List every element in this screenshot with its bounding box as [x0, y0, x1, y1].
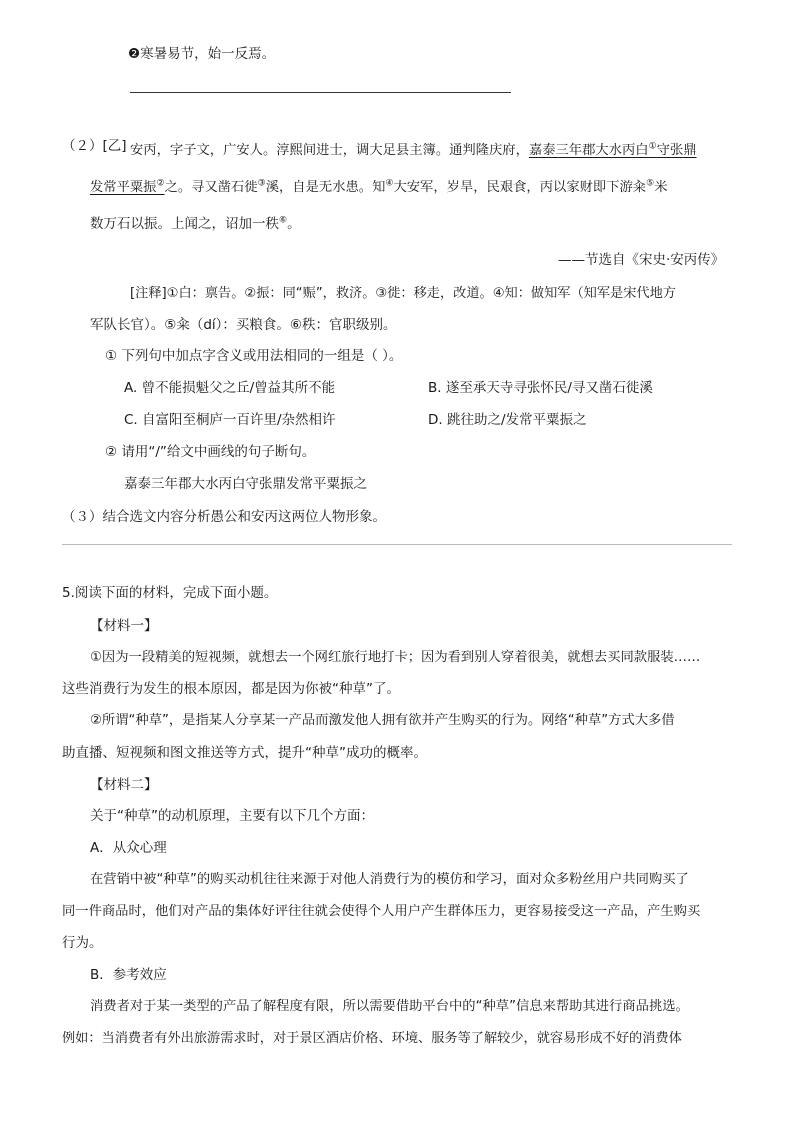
annotations-line-2: 军队长官）。⑤籴（dí）：买粮食。⑥秩：官职级别。: [90, 317, 397, 333]
underlined-sentence-part-1: 嘉泰三年郡大水丙白①守张鼎: [528, 141, 697, 158]
sub-question-2: ② 请用“/”给文中画线的句子断句。: [105, 444, 316, 460]
part-3-question: （３）结合选文内容分析愚公和安丙这两位人物形象。: [62, 509, 386, 525]
material-1-para-2-line-2: 助直播、短视频和图文推送等方式，提升“种草”成功的概率。: [62, 745, 427, 761]
material-1-para-1-line-1: ①因为一段精美的短视频，就想去一个网红旅行地打卡；因为看到别人穿着很美，就想去买同款服装……: [90, 650, 701, 665]
material-2-heading: 【材料二】: [90, 777, 158, 793]
passage-line-1: 安丙，字子文，广安人。淳熙间进士，调大足县主簿。通判隆庆府，嘉泰三年郡大水丙白①守张鼎: [130, 141, 697, 158]
passage-line-3: 数万石以振。上闻之，诏加一秩⑥。: [90, 215, 301, 232]
question-5-title: 5.阅读下面的材料，完成下面小题。: [62, 585, 278, 601]
option-d[interactable]: D. 跳往助之/发常平粟振之: [428, 412, 587, 428]
point-b-line-1: 消费者对于某一类型的产品了解程度有限，所以需要借助平台中的“种草”信息来帮助其进行商品挑选。: [90, 999, 689, 1014]
point-a-line-1: 在营销中被“种草”的购买动机往往来源于对他人消费行为的模仿和学习，面对众多粉丝用户共同购买了: [90, 872, 689, 887]
point-b-line-2: 例如：当消费者有外出旅游需求时，对于景区酒店价格、环境、服务等了解较少，就容易形成不好的消费体: [62, 1031, 682, 1046]
material-1-para-2-line-1: ②所谓“种草”，是指某人分享某一产品而激发他人拥有欲并产生购买的行为。网络“种草”方式大多借: [90, 713, 675, 728]
passage-line-2: 发常平粟振②之。寻又凿石徙③溪，自是无水患。知④大安军，岁旱，民艰食，丙以家财即下游籴⑤米: [90, 178, 668, 195]
answer-line: [130, 92, 511, 93]
section-divider: [62, 544, 732, 545]
passage-source: ——节选自《宋史·安丙传》: [558, 252, 725, 268]
option-c[interactable]: C. 自富阳至桐庐一百许里/杂然相许: [124, 412, 336, 428]
point-a-line-3: 行为。: [62, 935, 103, 951]
material-1-heading: 【材料一】: [90, 618, 158, 634]
annotations-line-1: [注释]①白：禀告。②振：同“赈”，救济。③徙：移走，改道。④知：做知军（知军是宋代地方: [130, 286, 676, 301]
option-b[interactable]: B. 遂至承天寺寻张怀民/寻又凿石徙溪: [428, 380, 653, 396]
sub-question-1: ① 下列句中加点字含义或用法相同的一组是（ ）。: [105, 348, 403, 364]
sentence-to-punctuate: 嘉泰三年郡大水丙白守张鼎发常平粟振之: [124, 476, 367, 492]
point-a-heading: A．从众心理: [90, 840, 167, 856]
point-a-line-2: 同一件商品时，他们对产品的集体好评往往就会使得个人用户产生群体压力，更容易接受这一产品，产生购买: [62, 904, 701, 919]
material-1-para-1-line-2: 这些消费行为发生的根本原因，都是因为你被“种草”了。: [62, 681, 400, 697]
material-2-intro: 关于“种草”的动机原理，主要有以下几个方面：: [90, 808, 374, 824]
underlined-sentence-part-2: 发常平粟振②: [90, 178, 165, 195]
part-2-label: （２）[乙]: [62, 138, 127, 154]
option-a[interactable]: A. 曾不能损魁父之丘/曾益其所不能: [124, 380, 336, 396]
point-b-heading: B．参考效应: [90, 967, 167, 983]
classical-item-2: ❷寒暑易节，始一反焉。: [128, 46, 276, 62]
